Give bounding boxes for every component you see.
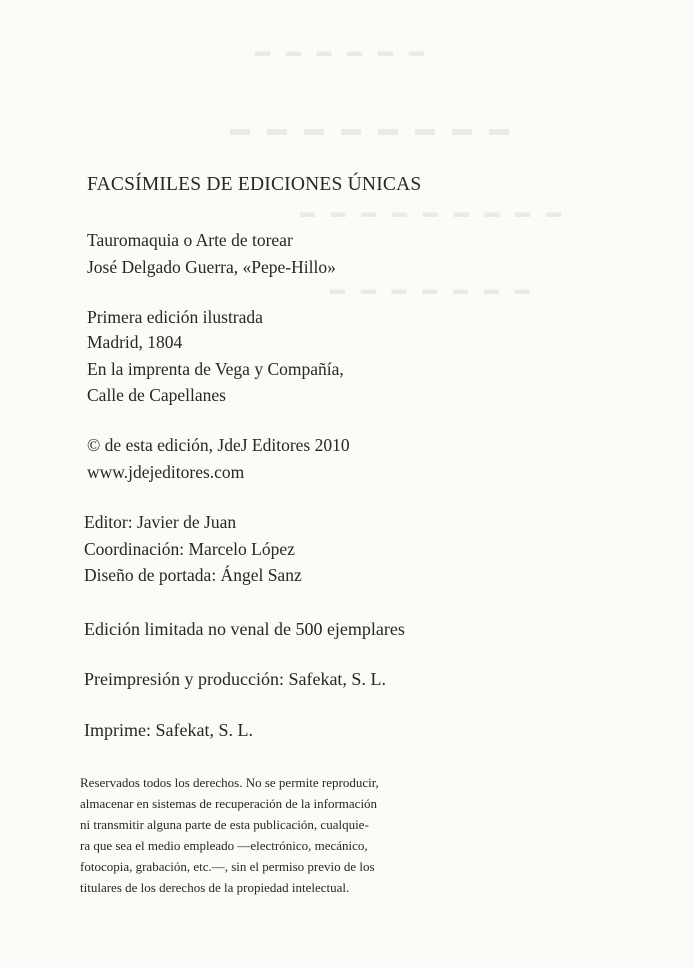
work-title: Tauromaquia o Arte de torear: [87, 230, 293, 250]
series-heading: FACSÍMILES DE EDICIONES ÚNICAS: [87, 174, 422, 195]
edition-line: Primera edición ilustrada: [87, 307, 263, 327]
edition-line: Calle de Capellanes: [87, 385, 226, 405]
show-through-mark: ▬ ▬ ▬ ▬ ▬ ▬: [255, 44, 430, 60]
coordination-credit: Coordinación: Marcelo López: [84, 539, 295, 559]
editor-credit: Editor: Javier de Juan: [84, 512, 237, 532]
legal-line: almacenar en sistemas de recuperación de la información: [80, 796, 378, 811]
limited-edition-note: Edición limitada no venal de 500 ejemplares: [84, 619, 405, 639]
legal-line: Reservados todos los derechos. No se permite reproducir,: [80, 775, 379, 790]
rights-reserved-notice: [80, 772, 425, 898]
publisher-website: www.jdejeditores.com: [87, 462, 245, 482]
legal-line: ni transmitir alguna parte de esta publicación, cualquie-: [80, 817, 369, 832]
edition-line: En la imprenta de Vega y Compañía,: [87, 359, 344, 379]
work-author: José Delgado Guerra, «Pepe-Hillo»: [87, 257, 336, 277]
prepress-credit: Preimpresión y producción: Safekat, S. L.: [84, 669, 386, 689]
edition-line: Madrid, 1804: [87, 332, 183, 352]
show-through-mark: ▬ ▬ ▬ ▬ ▬ ▬ ▬ ▬ ▬: [300, 205, 567, 221]
legal-line: fotocopia, grabación, etc.—, sin el permiso previo de los: [80, 859, 375, 874]
copyright-notice: © de esta edición, JdeJ Editores 2010: [87, 435, 350, 455]
legal-line: titulares de los derechos de la propiedad intelectual.: [80, 880, 350, 895]
show-through-mark: ▬ ▬ ▬ ▬ ▬ ▬ ▬: [330, 282, 536, 298]
show-through-mark: ▬ ▬ ▬ ▬ ▬ ▬ ▬ ▬: [230, 118, 515, 140]
printer-credit: Imprime: Safekat, S. L.: [84, 720, 253, 740]
legal-line: ra que sea el medio empleado —electrónico, mecánico,: [80, 838, 368, 853]
cover-design-credit: Diseño de portada: Ángel Sanz: [84, 565, 302, 585]
